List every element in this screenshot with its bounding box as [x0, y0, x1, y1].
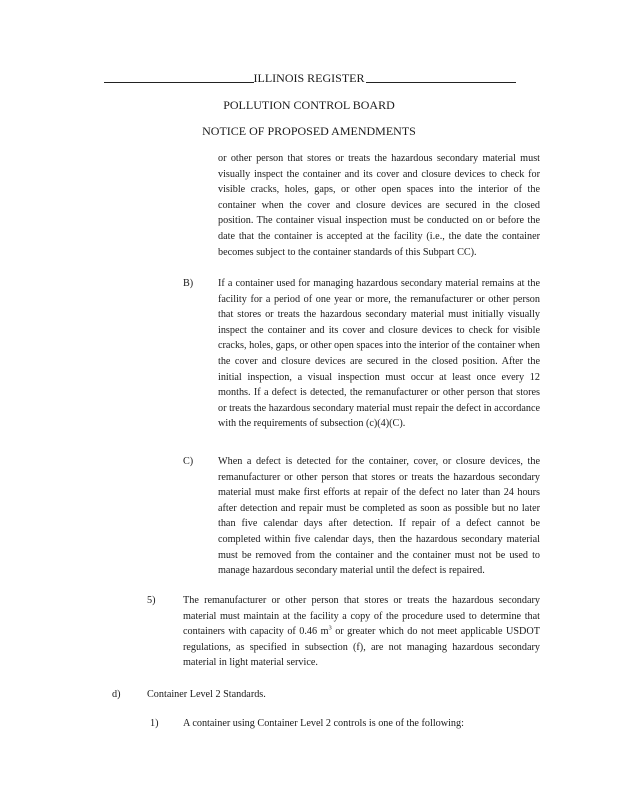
- item-1-text: A container using Container Level 2 controls is one of the following:: [183, 718, 464, 729]
- item-c-label: C): [183, 456, 194, 467]
- item-5-label: 5): [147, 595, 156, 606]
- item-d-heading: Container Level 2 Standards.: [147, 689, 266, 700]
- item-5-text-start: The remanufacturer or other person that stores or treats the hazardous secondary material must maintain at the facility a copy of the procedure used to determine that containers with capacity of 0.46 m: [183, 595, 540, 638]
- item-b-label: B): [183, 278, 194, 289]
- item-5-paragraph: [183, 593, 540, 671]
- item-b-paragraph: If a container used for managing hazardous secondary material remains at the facility for a period of one year or more, the remanufacturer or other person that stores or treats the hazardous secondary material must initially visually inspect the container and its cover and closure devices to check for visible cracks, holes, gaps, or other open spaces into the interior of the container when the cover and closure devices are secured in the closed position. After the initial inspection, a visual inspection must occur at least once every 12 months. If a defect is detected, the remanufacturer or other person that stores or treats the hazardous secondary material must repair the defect in accordance with the requirements of subsection (c)(4)(C).: [218, 278, 540, 430]
- item-5-text-end: or greater which do not meet applicable USDOT regulations, as specified in subsection (f), are not managing hazardous secondary material in light material service.: [183, 626, 540, 669]
- item-c-paragraph: When a defect is detected for the container, cover, or closure devices, the remanufacturer or other person that stores or treats the hazardous secondary material must make first efforts at repair of the defect no later than 24 hours after detection and repair must be completed as soon as possible but no later than five calendar days after detection. If repair of a defect cannot be completed within five calendar days, then the hazardous secondary material must be removed from the container and the container must not be used to manage hazardous secondary material until the defect is repaired.: [218, 456, 540, 577]
- continued-paragraph: or other person that stores or treats the hazardous secondary material must visually inspect the container and its cover and closure devices to check for visible cracks, holes, gaps, or other open spaces into the interior of the container when the cover and closure devices are secured in the closed position. The container visual inspection must be conducted on or before the date that the container is accepted at the facility (i.e., the date the container becomes subject to the container standards of this Subpart CC).: [218, 153, 540, 258]
- board-title: POLLUTION CONTROL BOARD: [223, 98, 395, 112]
- item-d-label: d): [112, 689, 121, 700]
- item-1-label: 1): [150, 718, 159, 729]
- register-title: ILLINOIS REGISTER: [253, 71, 365, 85]
- notice-title: NOTICE OF PROPOSED AMENDMENTS: [202, 124, 416, 138]
- cubic-superscript: 3: [328, 624, 332, 632]
